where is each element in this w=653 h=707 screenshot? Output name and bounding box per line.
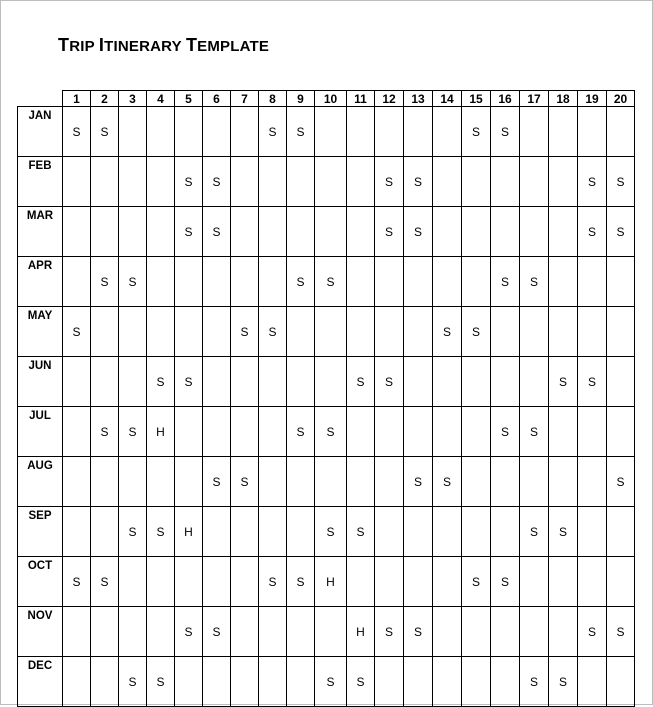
day-cell: S (491, 107, 520, 157)
day-cell (491, 307, 520, 357)
day-header: 2 (91, 91, 119, 107)
day-cell (520, 207, 549, 257)
day-cell (175, 457, 203, 507)
day-cell (315, 607, 347, 657)
day-cell (147, 457, 175, 507)
day-cell: S (119, 657, 147, 707)
day-cell (287, 207, 315, 257)
day-cell (119, 157, 147, 207)
day-cell (119, 107, 147, 157)
day-cell (175, 257, 203, 307)
day-cell (259, 157, 287, 207)
day-header: 20 (607, 91, 635, 107)
day-cell (607, 357, 635, 407)
month-row (18, 207, 635, 257)
day-cell: S (287, 107, 315, 157)
day-cell: S (549, 357, 578, 407)
day-cell (119, 557, 147, 607)
month-label: AUG (18, 457, 63, 507)
day-cell: S (175, 157, 203, 207)
month-label: JUN (18, 357, 63, 407)
day-cell: S (259, 307, 287, 357)
day-cell (520, 157, 549, 207)
day-cell (231, 257, 259, 307)
day-cell: S (433, 307, 462, 357)
day-cell (549, 157, 578, 207)
day-cell (259, 257, 287, 307)
day-cell (462, 457, 491, 507)
day-header: 16 (491, 91, 520, 107)
day-cell (63, 607, 91, 657)
month-label: FEB (18, 157, 63, 207)
day-cell (287, 607, 315, 657)
day-cell (549, 107, 578, 157)
day-cell (147, 207, 175, 257)
day-cell (433, 407, 462, 457)
day-cell: S (607, 607, 635, 657)
day-cell: S (63, 107, 91, 157)
day-cell (549, 257, 578, 307)
day-cell (433, 507, 462, 557)
day-cell (578, 407, 607, 457)
day-cell (462, 657, 491, 707)
day-cell (433, 607, 462, 657)
day-cell (63, 407, 91, 457)
day-cell (404, 307, 433, 357)
day-cell (549, 207, 578, 257)
day-cell: S (203, 207, 231, 257)
day-cell: S (147, 657, 175, 707)
day-cell: S (203, 457, 231, 507)
day-cell: S (491, 407, 520, 457)
day-cell (203, 557, 231, 607)
day-cell (491, 207, 520, 257)
day-cell (315, 357, 347, 407)
day-cell (147, 557, 175, 607)
day-cell: S (462, 557, 491, 607)
day-cell (462, 357, 491, 407)
month-label: NOV (18, 607, 63, 657)
day-header: 13 (404, 91, 433, 107)
day-cell (259, 607, 287, 657)
day-cell (231, 407, 259, 457)
day-cell: S (578, 157, 607, 207)
day-cell (491, 657, 520, 707)
day-cell (462, 607, 491, 657)
day-cell (91, 307, 119, 357)
day-cell (347, 207, 375, 257)
day-cell (287, 157, 315, 207)
day-cell: S (578, 207, 607, 257)
day-cell (404, 657, 433, 707)
day-cell (63, 507, 91, 557)
day-cell (462, 507, 491, 557)
day-header: 8 (259, 91, 287, 107)
day-cell: S (578, 357, 607, 407)
day-cell: S (231, 457, 259, 507)
day-cell (347, 107, 375, 157)
day-cell: S (549, 657, 578, 707)
day-cell (375, 557, 404, 607)
day-cell (491, 357, 520, 407)
day-cell (119, 207, 147, 257)
month-row (18, 307, 635, 357)
day-cell (549, 557, 578, 607)
day-cell (315, 207, 347, 257)
day-cell: S (607, 457, 635, 507)
day-cell (175, 307, 203, 357)
day-cell (259, 657, 287, 707)
day-cell (607, 657, 635, 707)
day-cell (119, 457, 147, 507)
day-cell: S (491, 557, 520, 607)
day-cell (119, 607, 147, 657)
day-cell (287, 457, 315, 507)
day-cell: S (259, 107, 287, 157)
day-cell (520, 557, 549, 607)
day-cell: S (315, 657, 347, 707)
day-cell: S (520, 407, 549, 457)
day-cell (433, 257, 462, 307)
day-cell (63, 157, 91, 207)
day-cell (231, 507, 259, 557)
day-cell (578, 307, 607, 357)
day-cell (347, 157, 375, 207)
day-cell (119, 307, 147, 357)
day-cell: S (375, 607, 404, 657)
day-cell: S (147, 507, 175, 557)
day-cell (375, 307, 404, 357)
day-cell: S (375, 207, 404, 257)
day-cell (607, 107, 635, 157)
day-cell: S (315, 507, 347, 557)
day-cell (203, 407, 231, 457)
month-label: MAR (18, 207, 63, 257)
day-cell: S (259, 557, 287, 607)
day-cell: S (607, 207, 635, 257)
day-cell (203, 257, 231, 307)
day-header: 5 (175, 91, 203, 107)
day-cell: S (462, 107, 491, 157)
day-cell: S (462, 307, 491, 357)
day-cell (578, 457, 607, 507)
day-cell (231, 657, 259, 707)
day-cell (259, 457, 287, 507)
day-cell (63, 257, 91, 307)
day-cell (119, 357, 147, 407)
day-cell (549, 307, 578, 357)
day-cell: S (375, 157, 404, 207)
day-cell (63, 657, 91, 707)
day-cell (375, 407, 404, 457)
day-cell (175, 657, 203, 707)
day-cell (578, 657, 607, 707)
day-cell: S (404, 457, 433, 507)
day-cell: S (287, 257, 315, 307)
day-cell: S (175, 357, 203, 407)
day-cell (91, 607, 119, 657)
day-cell (433, 657, 462, 707)
itinerary-grid (17, 90, 635, 707)
day-cell (287, 657, 315, 707)
month-label: DEC (18, 657, 63, 707)
day-cell: S (91, 257, 119, 307)
day-cell (203, 107, 231, 157)
day-cell (175, 107, 203, 157)
day-cell (63, 357, 91, 407)
day-cell (91, 507, 119, 557)
day-cell (347, 257, 375, 307)
day-cell (462, 257, 491, 307)
day-cell: S (231, 307, 259, 357)
day-cell (404, 407, 433, 457)
day-cell (607, 407, 635, 457)
day-cell: S (520, 507, 549, 557)
day-cell (91, 207, 119, 257)
month-row (18, 357, 635, 407)
day-header: 9 (287, 91, 315, 107)
day-cell (578, 257, 607, 307)
day-header-row (18, 91, 635, 107)
day-cell (147, 257, 175, 307)
day-cell: S (347, 507, 375, 557)
day-cell: H (175, 507, 203, 557)
day-cell (315, 457, 347, 507)
day-cell (520, 107, 549, 157)
day-cell (147, 607, 175, 657)
day-cell (462, 407, 491, 457)
day-cell (520, 357, 549, 407)
day-cell: S (549, 507, 578, 557)
day-cell (63, 457, 91, 507)
day-cell (549, 607, 578, 657)
day-cell: S (119, 507, 147, 557)
day-cell (491, 457, 520, 507)
month-row (18, 557, 635, 607)
day-cell (347, 407, 375, 457)
day-cell (91, 457, 119, 507)
day-cell (347, 557, 375, 607)
day-cell (287, 357, 315, 407)
day-cell: S (91, 407, 119, 457)
day-cell (63, 207, 91, 257)
day-cell: S (607, 157, 635, 207)
day-cell (607, 507, 635, 557)
month-row (18, 407, 635, 457)
day-cell (315, 307, 347, 357)
day-cell (175, 557, 203, 607)
day-cell: S (347, 657, 375, 707)
day-cell: S (203, 157, 231, 207)
day-cell: S (287, 557, 315, 607)
day-header: 18 (549, 91, 578, 107)
day-header: 4 (147, 91, 175, 107)
day-cell (91, 357, 119, 407)
day-cell (607, 557, 635, 607)
day-cell (578, 107, 607, 157)
day-cell: S (287, 407, 315, 457)
day-cell (315, 107, 347, 157)
day-cell (231, 107, 259, 157)
day-cell: S (203, 607, 231, 657)
day-cell: S (91, 107, 119, 157)
month-label: OCT (18, 557, 63, 607)
day-header: 15 (462, 91, 491, 107)
day-cell (91, 157, 119, 207)
day-cell (259, 357, 287, 407)
day-cell (203, 307, 231, 357)
day-cell (433, 557, 462, 607)
day-cell (147, 307, 175, 357)
day-cell (433, 107, 462, 157)
day-cell (203, 357, 231, 407)
day-cell (607, 257, 635, 307)
day-cell (404, 357, 433, 407)
day-cell: S (578, 607, 607, 657)
day-cell (404, 257, 433, 307)
day-cell: S (175, 207, 203, 257)
day-cell (231, 207, 259, 257)
day-cell (259, 207, 287, 257)
day-cell: S (175, 607, 203, 657)
day-cell (231, 357, 259, 407)
day-cell (287, 507, 315, 557)
day-cell (259, 407, 287, 457)
day-cell (462, 157, 491, 207)
day-cell (375, 457, 404, 507)
day-cell (347, 457, 375, 507)
day-cell: S (404, 157, 433, 207)
month-row (18, 607, 635, 657)
day-cell (203, 657, 231, 707)
day-cell: S (404, 207, 433, 257)
day-cell (375, 507, 404, 557)
month-label: JUL (18, 407, 63, 457)
day-cell (347, 307, 375, 357)
day-cell (433, 357, 462, 407)
day-cell (578, 507, 607, 557)
day-cell (520, 457, 549, 507)
day-cell (404, 107, 433, 157)
day-cell (404, 557, 433, 607)
day-cell (375, 257, 404, 307)
day-cell (433, 207, 462, 257)
month-row (18, 157, 635, 207)
day-cell (578, 557, 607, 607)
day-cell (491, 607, 520, 657)
day-cell: H (315, 557, 347, 607)
month-label: SEP (18, 507, 63, 557)
day-cell: S (491, 257, 520, 307)
day-header: 19 (578, 91, 607, 107)
day-header: 12 (375, 91, 404, 107)
day-cell (231, 607, 259, 657)
day-cell (231, 157, 259, 207)
day-cell (462, 207, 491, 257)
day-header: 14 (433, 91, 462, 107)
day-header: 1 (63, 91, 91, 107)
day-cell (549, 407, 578, 457)
day-cell: S (119, 257, 147, 307)
day-cell (520, 607, 549, 657)
day-cell: S (347, 357, 375, 407)
day-cell (287, 307, 315, 357)
day-header: 10 (315, 91, 347, 107)
day-header: 11 (347, 91, 375, 107)
day-cell (404, 507, 433, 557)
day-cell (147, 107, 175, 157)
day-cell (607, 307, 635, 357)
month-row (18, 257, 635, 307)
day-cell (520, 307, 549, 357)
day-header: 6 (203, 91, 231, 107)
day-cell (315, 157, 347, 207)
corner-cell (18, 91, 63, 107)
day-header: 7 (231, 91, 259, 107)
month-row (18, 657, 635, 707)
day-cell (175, 407, 203, 457)
day-cell (259, 507, 287, 557)
day-header: 17 (520, 91, 549, 107)
month-label: APR (18, 257, 63, 307)
day-cell: S (520, 257, 549, 307)
day-cell (91, 657, 119, 707)
month-row (18, 107, 635, 157)
day-cell: S (520, 657, 549, 707)
day-cell: S (404, 607, 433, 657)
day-cell: S (375, 357, 404, 407)
day-cell: S (315, 407, 347, 457)
day-cell (433, 157, 462, 207)
month-label: JAN (18, 107, 63, 157)
day-cell: S (63, 557, 91, 607)
day-cell: S (147, 357, 175, 407)
day-cell: S (91, 557, 119, 607)
day-cell (203, 507, 231, 557)
day-header: 3 (119, 91, 147, 107)
day-cell: H (347, 607, 375, 657)
day-cell: S (433, 457, 462, 507)
day-cell: S (315, 257, 347, 307)
day-cell: S (119, 407, 147, 457)
day-cell: S (63, 307, 91, 357)
day-cell: H (147, 407, 175, 457)
day-cell (491, 507, 520, 557)
day-cell (491, 157, 520, 207)
day-cell (375, 657, 404, 707)
day-cell (549, 457, 578, 507)
month-label: MAY (18, 307, 63, 357)
month-row (18, 457, 635, 507)
day-cell (375, 107, 404, 157)
day-cell (231, 557, 259, 607)
month-row (18, 507, 635, 557)
day-cell (147, 157, 175, 207)
page-title: TRIP ITINERARY TEMPLATE (58, 35, 270, 55)
